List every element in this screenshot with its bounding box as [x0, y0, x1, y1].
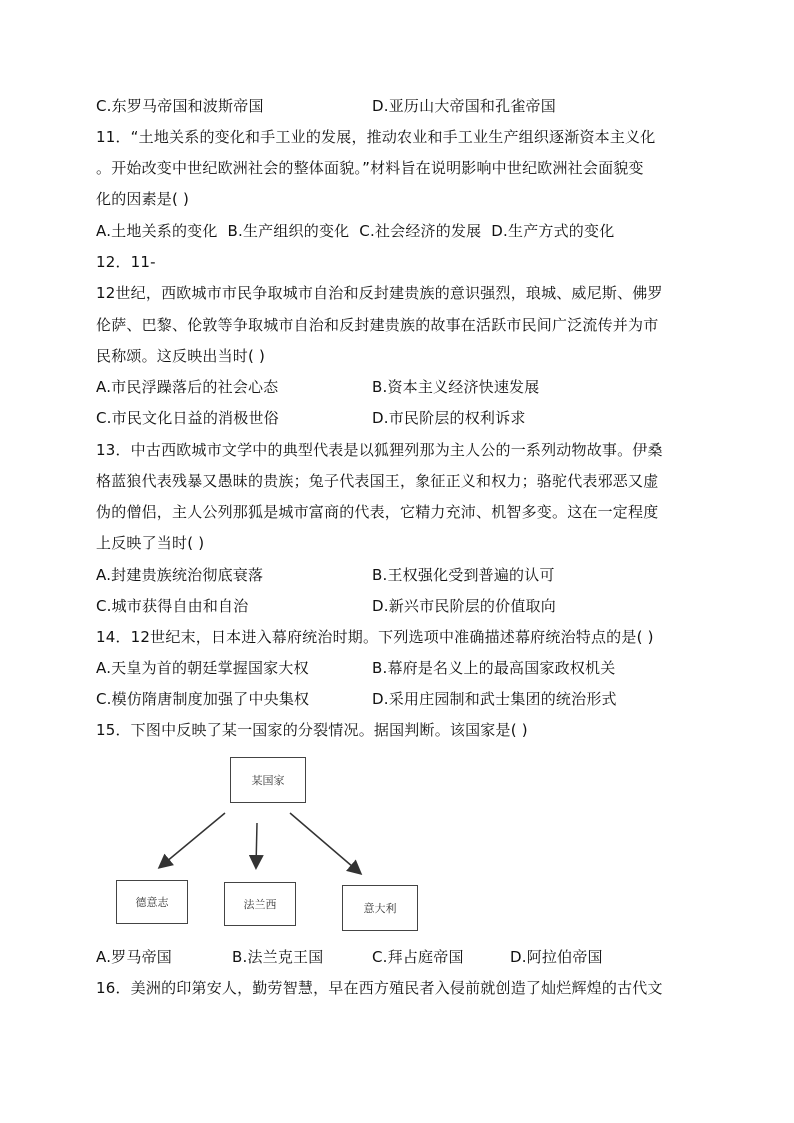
- q14-option-b: B.幕府是名义上的最高国家政权机关: [372, 659, 616, 677]
- q12-text-3: 民称颂。这反映出当时( ): [96, 347, 266, 365]
- q15-option-b: B.法兰克王国: [232, 948, 324, 966]
- q13-option-b: B.王权强化受到普遍的认可: [372, 566, 555, 584]
- q14-options-ab: [96, 657, 616, 679]
- q15-text-1: 15．下图中反映了某一国家的分裂情况。据国判断。该国家是( ): [96, 721, 528, 739]
- q13-text-1: 13．中古西欧城市文学中的典型代表是以狐狸列那为主人公的一系列动物故事。伊桑: [96, 441, 663, 459]
- box-country: 某国家: [230, 757, 306, 803]
- box-germany: 德意志: [116, 880, 188, 924]
- option-d: D.亚历山大帝国和孔雀帝国: [372, 97, 556, 115]
- q12-text-1: 12世纪，西欧城市市民争取城市自治和反封建贵族的意识强烈，琅城、威尼斯、佛罗: [96, 284, 663, 302]
- arrow-left: [160, 813, 225, 867]
- q13-option-c: C.城市获得自由和自治: [96, 597, 249, 615]
- arrow-middle: [256, 823, 257, 867]
- arrow-right: [290, 813, 360, 873]
- q13-text-3: 伪的僧侣，主人公列那狐是城市富商的代表，它精力充沛、机智多变。这在一定程度: [96, 503, 659, 521]
- q13-text-4: 上反映了当时( ): [96, 534, 205, 552]
- q12-number: 12．11-: [96, 253, 156, 271]
- q13-options-ab: [96, 564, 555, 586]
- box-france: 法兰西: [224, 882, 296, 926]
- q12-option-d: D.市民阶层的权利诉求: [372, 409, 526, 427]
- box-italy: 意大利: [342, 885, 418, 931]
- q12-options-cd: [96, 407, 526, 429]
- q13-text-2: 格蓝狼代表残暴又愚昧的贵族；兔子代表国王，象征正义和权力；骆驼代表邪恶又虚: [96, 472, 659, 490]
- q16-text-1: 16．美洲的印第安人，勤劳智慧，早在西方殖民者入侵前就创造了灿烂辉煌的古代文: [96, 979, 663, 997]
- q13-option-d: D.新兴市民阶层的价值取向: [372, 597, 556, 615]
- q15-option-a: A.罗马帝国: [96, 948, 172, 966]
- q14-option-d: D.采用庄园制和武士集团的统治形式: [372, 690, 617, 708]
- q15-option-d: D.阿拉伯帝国: [510, 948, 603, 966]
- line-prev-options: [96, 95, 556, 117]
- division-diagram: [110, 755, 430, 935]
- q15-option-c: C.拜占庭帝国: [372, 948, 464, 966]
- q14-text-1: 14．12世纪末，日本进入幕府统治时期。下列选项中准确描述幕府统治特点的是( ): [96, 628, 654, 646]
- q12-option-a: A.市民浮躁落后的社会心态: [96, 378, 279, 396]
- q12-option-b: B.资本主义经济快速发展: [372, 378, 540, 396]
- q14-options-cd: [96, 688, 617, 710]
- q12-options-ab: [96, 376, 540, 398]
- q12-text-2: 伦萨、巴黎、伦敦等争取城市自治和反封建贵族的故事在活跃市民间广泛流传并为市: [96, 316, 659, 334]
- q11-options: A.土地关系的变化 B.生产组织的变化 C.社会经济的发展 D.生产方式的变化: [96, 222, 615, 240]
- q12-option-c: C.市民文化日益的消极世俗: [96, 409, 279, 427]
- q11-text-2: 。开始改变中世纪欧洲社会的整体面貌。”材料旨在说明影响中世纪欧洲社会面貌变: [96, 159, 644, 177]
- option-c: C.东罗马帝国和波斯帝国: [96, 97, 264, 115]
- q15-options: [96, 946, 696, 968]
- q11-text-3: 化的因素是( ): [96, 190, 190, 208]
- q13-options-cd: [96, 595, 556, 617]
- q14-option-a: A.天皇为首的朝廷掌握国家大权: [96, 659, 309, 677]
- q13-option-a: A.封建贵族统治彻底衰落: [96, 566, 264, 584]
- q14-option-c: C.模仿隋唐制度加强了中央集权: [96, 690, 310, 708]
- q11-text-1: 11．“土地关系的变化和手工业的发展，推动农业和手工业生产组织逐渐资本主义化: [96, 128, 656, 146]
